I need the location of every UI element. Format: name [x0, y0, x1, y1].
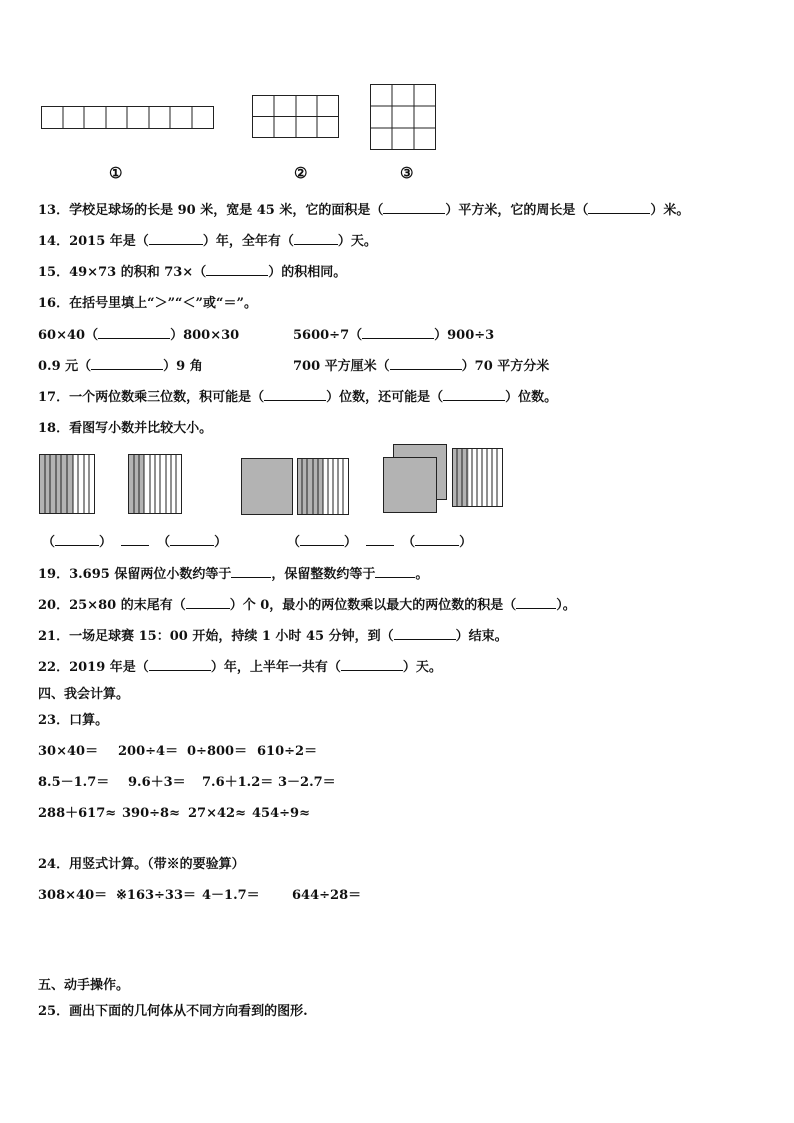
question-21: 21．一场足球赛 15：00 开始，持续 1 小时 45 分钟，到（ ）结束。 — [38, 629, 508, 644]
answer-blank[interactable] — [206, 263, 268, 276]
question-number: 13． — [38, 203, 70, 218]
compare-blank[interactable] — [121, 533, 149, 546]
answer-blank[interactable] — [516, 596, 556, 609]
decimal-strip-figure-2 — [128, 454, 183, 515]
calc-item: ※163÷33＝ — [116, 888, 197, 903]
question-15: 15．49×73 的积和 73×（ ）的积相同。 — [38, 265, 347, 280]
calc-item: 30×40＝ — [38, 744, 99, 759]
question-number: 23． — [38, 713, 70, 728]
question-14: 14．2015 年是（ ）年，全年有（ ）天。 — [38, 234, 377, 249]
question-number: 24． — [38, 857, 70, 872]
question-number: 18． — [38, 421, 70, 436]
section-five-title: 五、动手操作。 — [38, 978, 130, 993]
calc-item: 644÷28＝ — [292, 888, 362, 903]
compare-item-4: 700 平方厘米（ ）70 平方分米 — [293, 359, 550, 374]
question-number: 15． — [38, 265, 70, 280]
decimal-compare-answer-2: （ ） （ ） — [287, 535, 473, 550]
grid-figure-2 — [252, 95, 340, 139]
grid-figure-3 — [370, 84, 437, 151]
calc-item: 8.5－1.7＝ — [38, 775, 110, 790]
question-19: 19．3.695 保留两位小数约等于 ，保留整数约等于 。 — [38, 567, 429, 582]
question-22: 22．2019 年是（ ）年，上半年一共有（ ）天。 — [38, 660, 442, 675]
question-17: 17．一个两位数乘三位数，积可能是（ ）位数，还可能是（ ）位数。 — [38, 390, 558, 405]
question-number: 14． — [38, 234, 70, 249]
question-24: 24．用竖式计算。（带※的要验算） — [38, 857, 245, 872]
question-number: 22． — [38, 660, 70, 675]
mental-calc-row-3 — [38, 802, 310, 821]
question-number: 25． — [38, 1004, 70, 1019]
decimal-strip-figure-1 — [39, 454, 96, 515]
question-number: 19． — [38, 567, 70, 582]
answer-blank[interactable] — [362, 326, 434, 339]
answer-blank[interactable] — [394, 627, 456, 640]
calc-item: 454÷9≈ — [252, 806, 310, 821]
decimal-compare-answer-1: （ ） （ ） — [42, 535, 228, 550]
section-four-title: 四、我会计算。 — [38, 687, 130, 702]
compare-item-1: 60×40（ ）800×30 — [38, 328, 240, 343]
question-20: 20．25×80 的末尾有（ ）个 0，最小的两位数乘以最大的两位数的积是（ ）。 — [38, 598, 576, 613]
answer-blank[interactable] — [55, 533, 99, 546]
grid-figure-1 — [41, 106, 215, 130]
answer-blank[interactable] — [390, 357, 462, 370]
calc-item: 308×40＝ — [38, 888, 108, 903]
answer-blank[interactable] — [149, 232, 203, 245]
question-23: 23．口算。 — [38, 713, 109, 728]
answer-blank[interactable] — [375, 565, 415, 578]
calc-item: 0÷800＝ — [187, 744, 248, 759]
answer-blank[interactable] — [415, 533, 459, 546]
compare-item-3: 0.9 元（ ）9 角 — [38, 359, 203, 374]
figure-label-2: ② — [294, 164, 308, 182]
calc-item: 3－2.7＝ — [278, 775, 336, 790]
answer-blank[interactable] — [98, 326, 170, 339]
calc-item: 7.6＋1.2＝ — [202, 775, 274, 790]
calc-item: 200÷4＝ — [118, 744, 179, 759]
answer-blank[interactable] — [300, 533, 344, 546]
calc-item: 610÷2＝ — [257, 744, 318, 759]
answer-blank[interactable] — [91, 357, 163, 370]
decimal-square-figure-3 — [241, 458, 351, 516]
answer-blank[interactable] — [341, 658, 403, 671]
answer-blank[interactable] — [186, 596, 230, 609]
vertical-calc-row — [38, 884, 361, 903]
answer-blank[interactable] — [231, 565, 271, 578]
compare-blank[interactable] — [366, 533, 394, 546]
calc-item: 288＋617≈ — [38, 806, 117, 821]
mental-calc-row-2 — [38, 771, 336, 790]
decimal-square-figure-4 — [383, 444, 505, 516]
calc-item: 9.6＋3＝ — [128, 775, 186, 790]
calc-item: 4－1.7＝ — [202, 888, 260, 903]
question-number: 21． — [38, 629, 70, 644]
answer-blank[interactable] — [443, 388, 505, 401]
calc-item: 390÷8≈ — [122, 806, 180, 821]
mental-calc-row-1 — [38, 740, 317, 759]
answer-blank[interactable] — [588, 201, 650, 214]
answer-blank[interactable] — [264, 388, 326, 401]
question-16: 16．在括号里填上“＞”“＜”或“＝”。 — [38, 296, 257, 311]
answer-blank[interactable] — [294, 232, 338, 245]
question-18: 18．看图写小数并比较大小。 — [38, 421, 213, 436]
answer-blank[interactable] — [383, 201, 445, 214]
answer-blank[interactable] — [170, 533, 214, 546]
compare-item-2: 5600÷7（ ）900÷3 — [293, 328, 495, 343]
figure-label-3: ③ — [400, 164, 414, 182]
question-number: 20． — [38, 598, 70, 613]
question-number: 17． — [38, 390, 70, 405]
calc-item: 27×42≈ — [188, 806, 246, 821]
answer-blank[interactable] — [149, 658, 211, 671]
figure-label-1: ① — [109, 164, 123, 182]
question-number: 16． — [38, 296, 70, 311]
question-13: 13．学校足球场的长是 90 米，宽是 45 米，它的面积是（ ）平方米，它的周长是（ ）米。 — [38, 203, 690, 218]
question-25: 25．画出下面的几何体从不同方向看到的图形. — [38, 1004, 308, 1019]
